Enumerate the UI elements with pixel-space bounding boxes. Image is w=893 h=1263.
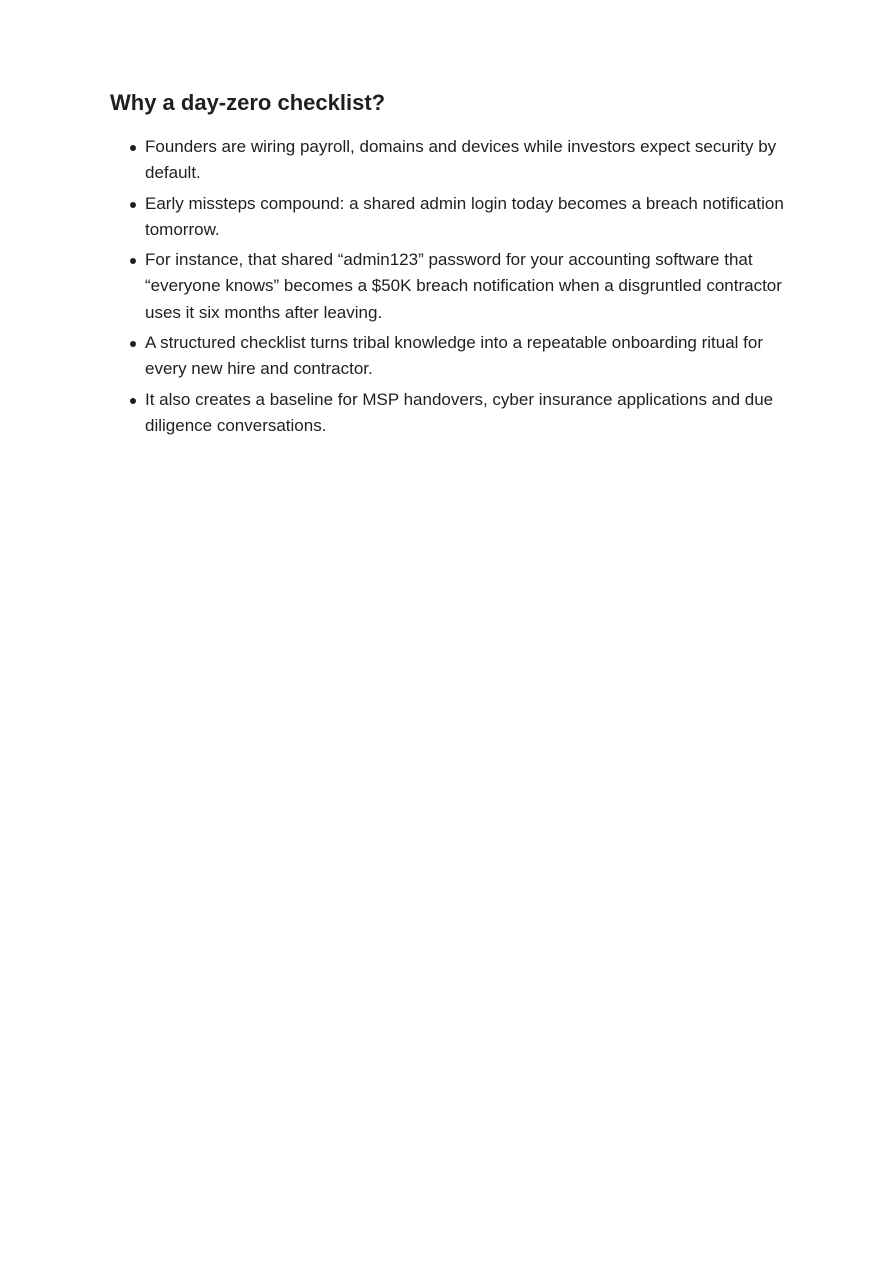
list-item-text: Founders are wiring payroll, domains and devices while investors expect security by default.	[145, 137, 777, 183]
list-item	[110, 134, 790, 187]
bullet-dot-icon	[130, 341, 136, 347]
bullet-dot-icon	[130, 202, 136, 208]
section-heading: Why a day-zero checklist?	[110, 90, 386, 115]
bullet-dot-icon	[130, 258, 136, 264]
bullet-dot-icon	[130, 398, 136, 404]
list-item-text: Early missteps compound: a shared admin login today becomes a breach notification tomorrow.	[145, 193, 784, 239]
list-item	[110, 330, 790, 383]
list-item	[110, 191, 790, 244]
list-item-text: It also creates a baseline for MSP handovers, cyber insurance applications and due diligence conversations.	[145, 389, 774, 435]
list-item-text: A structured checklist turns tribal knowledge into a repeatable onboarding ritual for every new hire and contractor.	[145, 333, 764, 379]
bullet-dot-icon	[130, 145, 136, 151]
bullet-list	[110, 134, 790, 439]
list-item-text: For instance, that shared “admin123” password for your accounting software that “everyone knows” becomes a $50K breach notification when a disgruntled contractor uses it six months after leaving.	[145, 250, 782, 322]
list-item	[110, 387, 790, 440]
list-item	[110, 247, 790, 326]
checklist-rationale-section	[110, 88, 790, 443]
